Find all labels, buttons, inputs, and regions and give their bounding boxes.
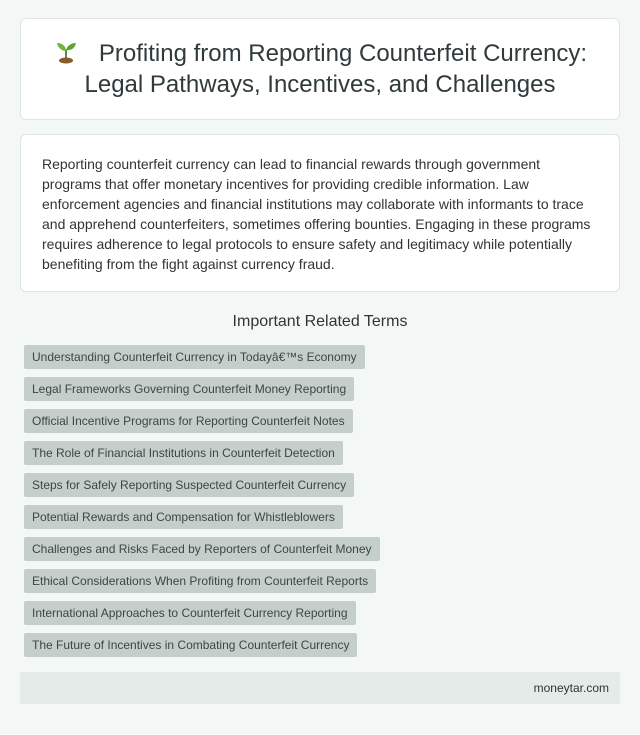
page-title: [40, 38, 600, 100]
summary-card: [20, 134, 620, 292]
related-term-link[interactable]: Legal Frameworks Governing Counterfeit Money Reporting: [24, 377, 354, 401]
related-term-link[interactable]: Potential Rewards and Compensation for Whistleblowers: [24, 505, 343, 529]
related-term-link[interactable]: Ethical Considerations When Profiting from Counterfeit Reports: [24, 569, 376, 593]
related-term-link[interactable]: Understanding Counterfeit Currency in Todayâ€™s Economy: [24, 345, 365, 369]
related-term-link[interactable]: International Approaches to Counterfeit Currency Reporting: [24, 601, 356, 625]
footer: [20, 672, 620, 704]
related-terms-list: [24, 345, 624, 665]
related-term-link[interactable]: Challenges and Risks Faced by Reporters of Counterfeit Money: [24, 537, 380, 561]
page-title-text: Profiting from Reporting Counterfeit Currency: Legal Pathways, Incentives, and Challenges: [84, 40, 588, 98]
footer-site-name: moneytar.com: [533, 681, 609, 695]
related-term-link[interactable]: The Future of Incentives in Combating Counterfeit Currency: [24, 633, 357, 657]
title-card: [20, 18, 620, 120]
related-term-link[interactable]: The Role of Financial Institutions in Counterfeit Detection: [24, 441, 343, 465]
related-term-link[interactable]: Official Incentive Programs for Reporting Counterfeit Notes: [24, 409, 353, 433]
related-terms-heading: Important Related Terms: [232, 313, 408, 330]
sprout-icon: [53, 38, 79, 64]
summary-text: Reporting counterfeit currency can lead to financial rewards through government programs that offer monetary incentives for providing credible information. Law enforcement agencies and financial institutions may collaborate with informants to trace and apprehend counterfeiters, sometimes offering bounties. Engaging in these programs requires adherence to legal protocols to ensure safety and legitimacy while potentially benefiting from the fight against currency fraud.: [42, 156, 591, 272]
related-term-link[interactable]: Steps for Safely Reporting Suspected Counterfeit Currency: [24, 473, 354, 497]
